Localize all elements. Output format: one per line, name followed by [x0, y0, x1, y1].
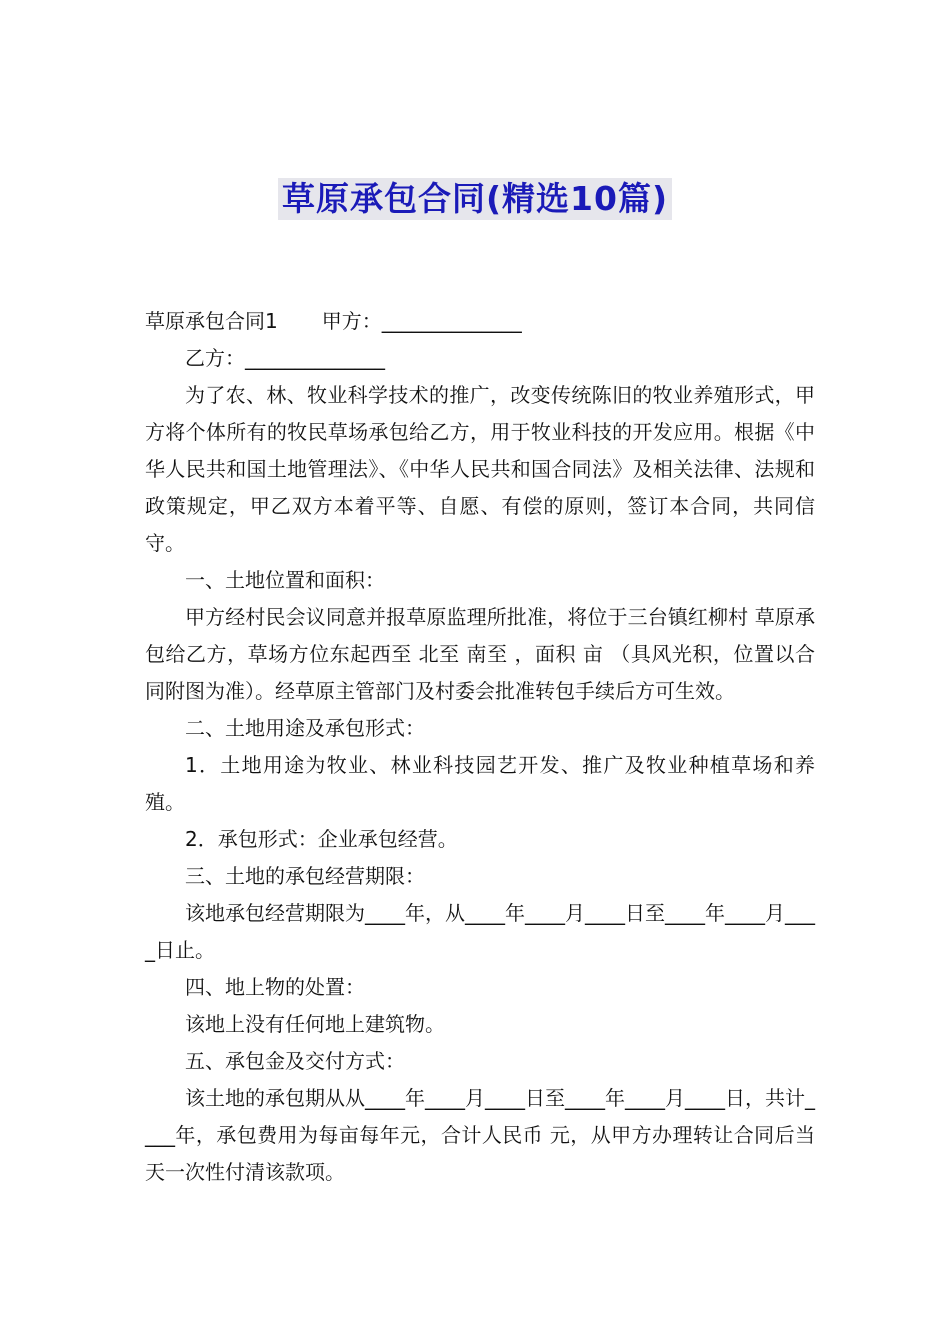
section-5-body: 该土地的承包期从从____年____月____日至____年____月____日，共计____年，承包费用为每亩每年元，合计人民币 元，从甲方办理转让合同后当天一次性付清该款项。 — [145, 1086, 815, 1184]
section-2-item-2: 2．承包形式：企业承包经营。 — [185, 827, 458, 851]
section-4-body: 该地上没有任何地上建筑物。 — [185, 1012, 445, 1036]
section-4-heading: 四、地上物的处置： — [185, 975, 365, 999]
section-3-heading: 三、土地的承包经营期限： — [185, 864, 425, 888]
party-b-field: 乙方：______________ — [185, 346, 385, 370]
section-1-heading: 一、土地位置和面积： — [185, 568, 385, 592]
document-body — [145, 303, 815, 1191]
document-title: 草原承包合同(精选10篇) — [278, 178, 672, 220]
title-container — [0, 178, 950, 220]
section-3-body: 该地承包经营期限为____年，从____年____月____日至____年____月____日止。 — [145, 901, 815, 962]
section-2-item-1: 1．土地用途为牧业、林业科技园艺开发、推广及牧业种植草场和养殖。 — [145, 753, 815, 814]
party-a-field: 甲方：______________ — [321, 309, 522, 333]
contract-number-label: 草原承包合同1 — [145, 309, 278, 333]
intro-paragraph: 为了农、林、牧业科学技术的推广，改变传统陈旧的牧业养殖形式，甲方将个体所有的牧民草场承包给乙方，用于牧业科技的开发应用。根据《中华人民共和国土地管理法》、《中华人民共和国合同法》及相关法律、法规和政策规定，甲乙双方本着平等、自愿、有偿的原则，签订本合同，共同信守。 — [145, 383, 815, 555]
contract-heading-line — [145, 303, 815, 340]
section-1-body: 甲方经村民会议同意并报草原监理所批准，将位于三台镇红柳村 草原承包给乙方，草场方位东起西至 北至 南至 ，面积 亩 （具风光积，位置以合同附图为准）。经草原主管部门及村委会批准转包手续后方可生效。 — [145, 605, 815, 703]
section-5-heading: 五、承包金及交付方式： — [185, 1049, 405, 1073]
section-2-heading: 二、土地用途及承包形式： — [185, 716, 425, 740]
